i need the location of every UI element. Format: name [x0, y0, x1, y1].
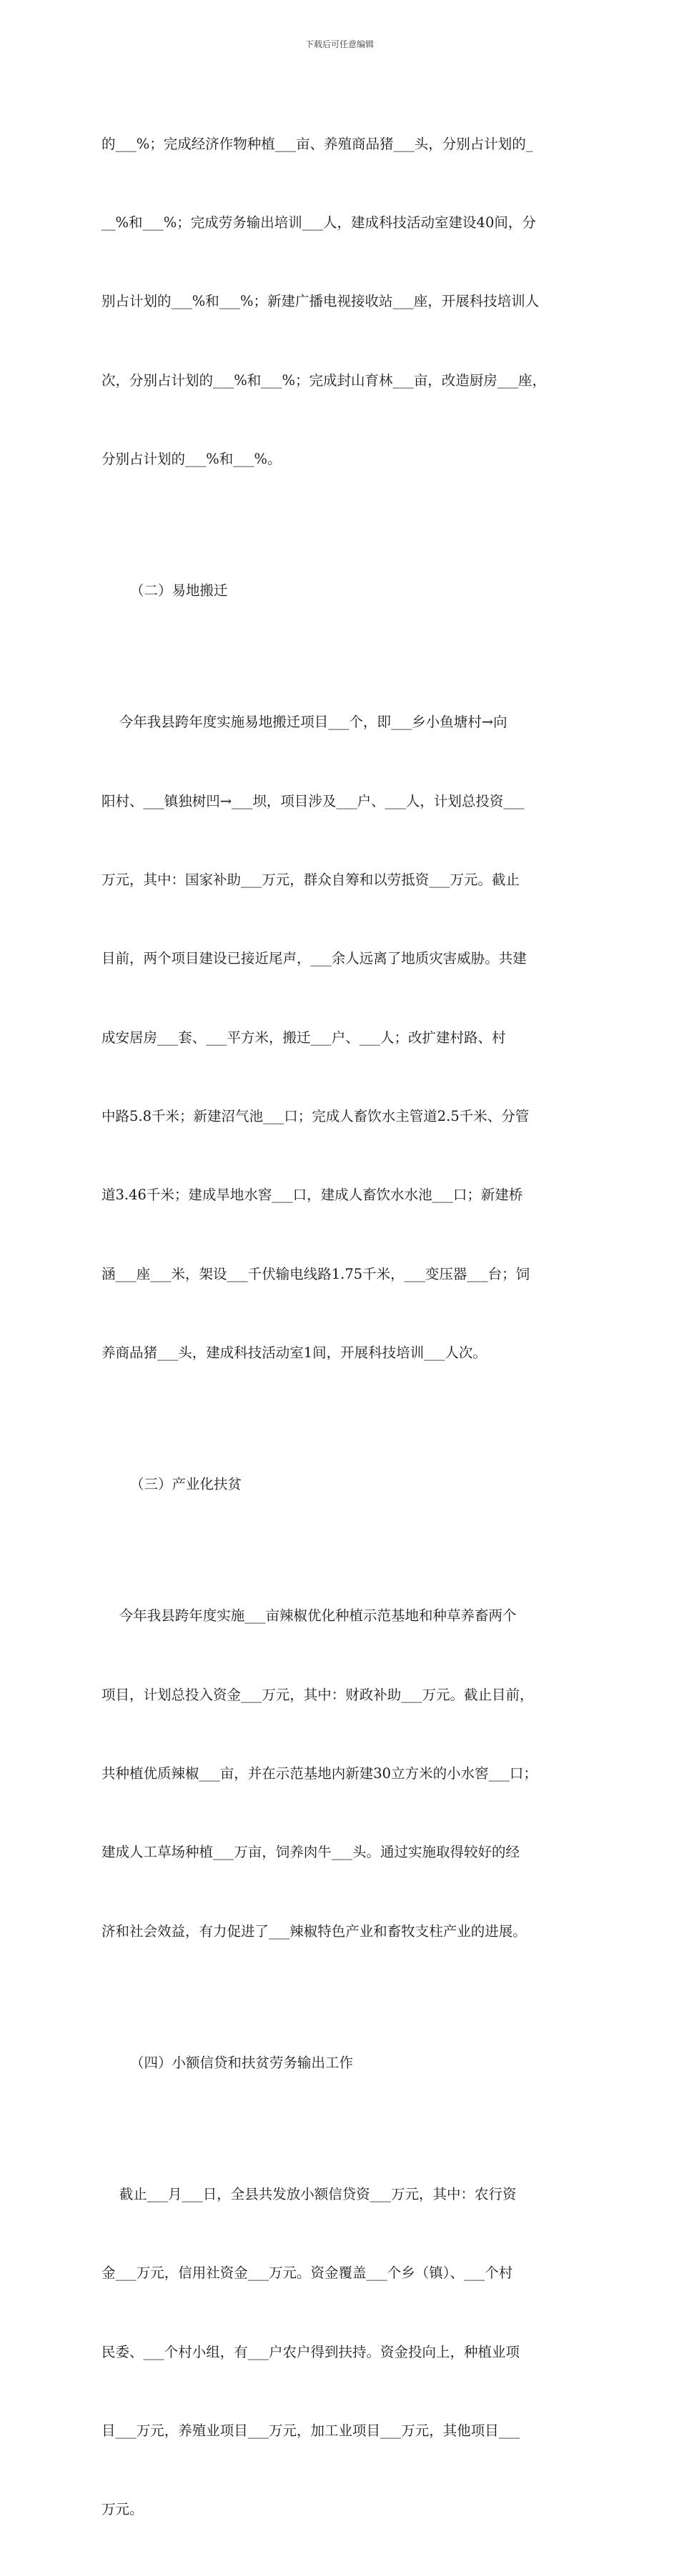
text-line: 今年我县跨年度实施易地搬迁项目___个，即___乡小鱼塘村→向: [101, 714, 507, 731]
text-line: 养商品猪___头，建成科技活动室1间，开展科技培训___人次。: [101, 1344, 487, 1362]
text-line: 次，分别占计划的___%和___%；完成封山育林___亩，改造厨房___座，: [101, 371, 547, 389]
paragraph-progress: [101, 79, 580, 526]
text-line: 分别占计划的___%和___%。: [101, 451, 282, 468]
heading-text: （二）易地搬迁: [130, 582, 228, 599]
section-heading-industry: [101, 1419, 580, 1551]
text-line: 别占计划的___%和___%；新建广播电视接收站___座，开展科技培训人: [101, 293, 540, 310]
text-line: 阳村、___镇独树凹→___坝，项目涉及___户、___人，计划总投资___: [101, 792, 525, 809]
paragraph-relocation: [101, 657, 580, 1419]
text-line: __%和___%；完成劳务输出培训___人，建成科技活动室建设40间，分: [101, 214, 536, 231]
text-line: 万元。: [101, 2501, 144, 2518]
text-line: 涵___座___米，架设___千伏输电线路1.75千米，___变压器___台；饲: [101, 1265, 530, 1282]
text-line: 济和社会效益，有力促进了___辣椒特色产业和畜牧支柱产业的进展。: [101, 1922, 527, 1940]
section-heading-relocation: [101, 526, 580, 657]
page-header: 下载后可任意编辑: [304, 39, 374, 49]
text-line: 民委、___个村小组，有___户农户得到扶持。资金投向上，种植业项: [101, 2343, 520, 2360]
text-line: 金___万元，信用社资金___万元。资金覆盖___个乡（镇）、___个村: [101, 2265, 513, 2282]
section-heading-microcredit: [101, 1997, 580, 2129]
paragraph-microcredit: [101, 2129, 580, 2576]
text-line: 建成人工草场种植___万亩，饲养肉牛___头。通过实施取得较好的经: [101, 1844, 520, 1861]
text-line: 成安居房___套、___平方米，搬迁___户、___人；改扩建村路、村: [101, 1029, 506, 1046]
paragraph-industry: [101, 1551, 580, 1998]
document-body: [101, 79, 580, 2576]
text-line: 共种植优质辣椒___亩，并在示范基地内新建30立方米的小水窖___口；: [101, 1765, 537, 1782]
text-line: 目前，两个项目建设已接近尾声，___余人远离了地质灾害威胁。共建: [101, 950, 527, 967]
text-line: 今年我县跨年度实施___亩辣椒优化种植示范基地和种草养畜两个: [101, 1607, 517, 1624]
text-line: 万元，其中：国家补助___万元，群众自筹和以劳抵资___万元。截止: [101, 871, 520, 888]
text-line: 项目，计划总投入资金___万元，其中：财政补助___万元。截止目前，: [101, 1686, 534, 1703]
text-line: 中路5.8千米；新建沼气池___口；完成人畜饮水主管道2.5千米、分管: [101, 1108, 530, 1125]
text-line: 目___万元，养殖业项目___万元，加工业项目___万元，其他项目___: [101, 2422, 520, 2439]
heading-text: （四）小额信贷和扶贫劳务输出工作: [130, 2054, 354, 2071]
text-line: 截止___月___日，全县共发放小额信贷资___万元，其中：农行资: [101, 2185, 517, 2202]
text-line: 的___%；完成经济作物种植___亩、养殖商品猪___头，分别占计划的_: [101, 135, 533, 152]
text-line: 道3.46千米；建成旱地水窖___口，建成人畜饮水水池___口；新建桥: [101, 1187, 523, 1204]
heading-text: （三）产业化扶贫: [130, 1476, 242, 1493]
